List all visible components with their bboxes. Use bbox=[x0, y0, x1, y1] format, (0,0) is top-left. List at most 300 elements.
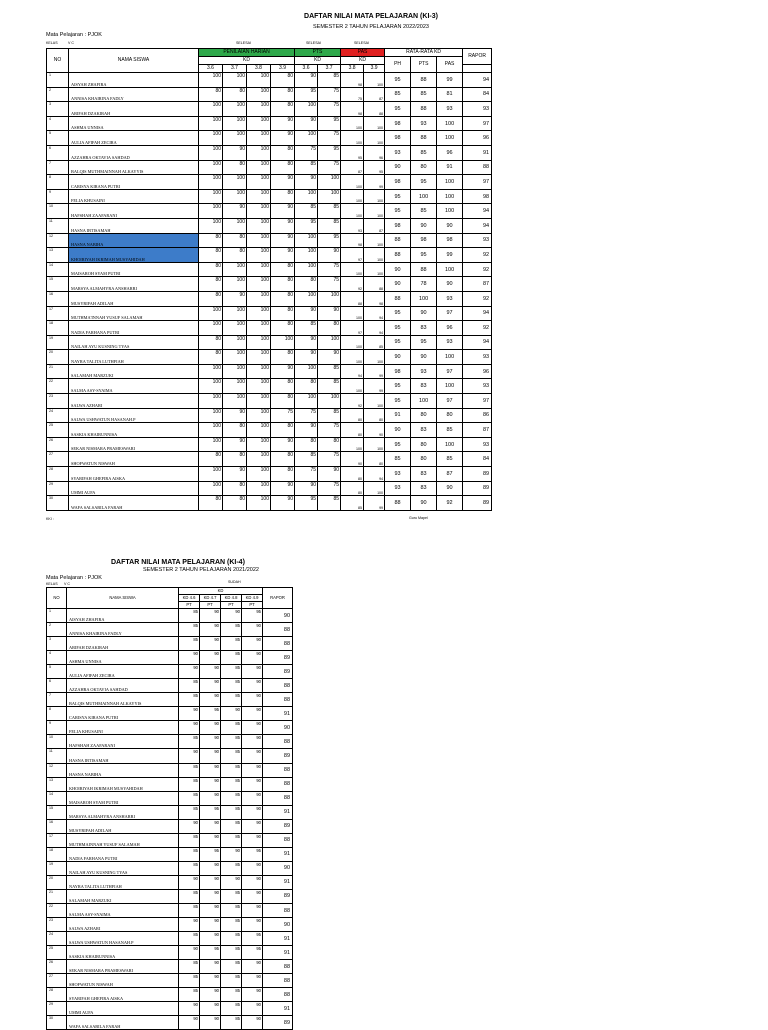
student-name: MUTHMAINNAH YUSUF SALAMAH bbox=[67, 833, 179, 847]
score-ph: 80 bbox=[223, 248, 247, 263]
table-row bbox=[47, 131, 492, 146]
score-ph: 80 bbox=[271, 102, 295, 117]
student-name: BALQIS MUTHMAINNAH ALKAYYIS bbox=[67, 693, 179, 707]
score-average: 95 bbox=[411, 335, 437, 350]
score-kd: 85 bbox=[221, 1016, 242, 1030]
score-kd: 90 bbox=[242, 679, 263, 693]
score-ph: 100 bbox=[247, 291, 271, 306]
score-ph: 100 bbox=[199, 131, 223, 146]
row-number: 22 bbox=[47, 903, 67, 917]
table-row bbox=[47, 707, 293, 721]
table-row bbox=[47, 291, 492, 306]
score-average: 80 bbox=[411, 160, 437, 175]
table-row bbox=[47, 903, 293, 917]
score-pts: 75 bbox=[318, 452, 341, 467]
score-kd: 90 bbox=[200, 819, 221, 833]
score-average: 100 bbox=[437, 131, 463, 146]
score-rapor: 92 bbox=[463, 248, 492, 263]
score-ph: 100 bbox=[223, 262, 247, 277]
score-ph: 100 bbox=[247, 116, 271, 131]
ki4-status: SUDAH bbox=[228, 580, 241, 584]
table-row bbox=[47, 73, 492, 88]
score-ph: 80 bbox=[199, 496, 223, 511]
row-number: 28 bbox=[47, 988, 67, 1002]
score-average: 95 bbox=[385, 437, 411, 452]
score-average: 98 bbox=[385, 364, 411, 379]
score-ph: 100 bbox=[247, 306, 271, 321]
table-row bbox=[47, 248, 492, 263]
score-ph: 100 bbox=[247, 452, 271, 467]
score-pas: 97 bbox=[341, 248, 364, 263]
score-pas: 100 bbox=[364, 233, 385, 248]
row-number: 16 bbox=[47, 819, 67, 833]
score-kd: 85 bbox=[179, 833, 200, 847]
table-row bbox=[47, 791, 293, 805]
score-ph: 100 bbox=[247, 437, 271, 452]
score-pts: 100 bbox=[295, 189, 318, 204]
student-name: KHOIRIYAH IKRIMAH MUSYAHIDAH bbox=[67, 777, 179, 791]
score-ph: 90 bbox=[223, 467, 247, 482]
ki4-header-name: NAMA SISWA bbox=[67, 588, 179, 609]
score-ph: 100 bbox=[247, 423, 271, 438]
score-ph: 90 bbox=[271, 116, 295, 131]
score-ph: 100 bbox=[199, 145, 223, 160]
table-row bbox=[47, 233, 492, 248]
ki4-subject: Mata Pelajaran : PJOK bbox=[46, 575, 102, 581]
table-row bbox=[47, 335, 492, 350]
kd-pas-2: 3.9 bbox=[364, 65, 385, 73]
score-average: 95 bbox=[385, 394, 411, 409]
score-kd: 90 bbox=[242, 721, 263, 735]
student-name: ASHMA UNNISA bbox=[69, 116, 199, 131]
score-rapor: 96 bbox=[463, 131, 492, 146]
score-ph: 80 bbox=[271, 423, 295, 438]
student-name: ARIFAH DZAKIRAH bbox=[67, 637, 179, 651]
score-ph: 100 bbox=[247, 175, 271, 190]
student-name: BALQIS MUTHMAINNAH ALKAYYIS bbox=[69, 160, 199, 175]
score-pts: 75 bbox=[295, 145, 318, 160]
score-average: 80 bbox=[411, 437, 437, 452]
score-rapor: 92 bbox=[463, 321, 492, 336]
score-rapor: 97 bbox=[463, 116, 492, 131]
student-name: NAILAH AYU KUSNING TYAS bbox=[69, 335, 199, 350]
score-rapor: 97 bbox=[463, 175, 492, 190]
score-pas: 99 bbox=[364, 175, 385, 190]
ki4-kd-1: KD 4.6 bbox=[179, 595, 200, 602]
score-average: 85 bbox=[411, 204, 437, 219]
score-kd: 85 bbox=[221, 861, 242, 875]
row-number: 29 bbox=[47, 481, 69, 496]
student-name: FELIA KHUSAINI bbox=[67, 721, 179, 735]
score-pts: 95 bbox=[318, 145, 341, 160]
score-rapor: 89 bbox=[263, 1016, 293, 1030]
score-average: 88 bbox=[385, 233, 411, 248]
score-pas: 95 bbox=[341, 145, 364, 160]
score-average: 93 bbox=[411, 116, 437, 131]
score-pas: 98 bbox=[341, 233, 364, 248]
table-row bbox=[47, 623, 293, 637]
score-kd: 85 bbox=[179, 693, 200, 707]
score-pts: 100 bbox=[295, 262, 318, 277]
score-rapor: 94 bbox=[463, 218, 492, 233]
score-rapor: 94 bbox=[463, 306, 492, 321]
score-average: 100 bbox=[437, 379, 463, 394]
score-rapor: 93 bbox=[463, 437, 492, 452]
score-kd: 90 bbox=[200, 637, 221, 651]
student-name: FELIA KHUSAINI bbox=[69, 189, 199, 204]
score-pts: 95 bbox=[295, 218, 318, 233]
score-pts: 90 bbox=[295, 175, 318, 190]
score-pts: 95 bbox=[295, 87, 318, 102]
score-rapor: 91 bbox=[263, 707, 293, 721]
score-pas: 88 bbox=[364, 102, 385, 117]
student-name: AZZAHRA OKTAVIA SAHDAD bbox=[67, 679, 179, 693]
student-name: SALWA USHWATUN HASANAH.P bbox=[67, 932, 179, 946]
score-rapor: 91 bbox=[263, 847, 293, 861]
score-rapor: 87 bbox=[463, 277, 492, 292]
score-kd: 90 bbox=[179, 875, 200, 889]
score-average: 85 bbox=[411, 145, 437, 160]
student-name: WAFA SALSABILA FARAH bbox=[67, 1016, 179, 1030]
row-number: 19 bbox=[47, 335, 69, 350]
ki4-header-kd: KD bbox=[179, 588, 263, 595]
score-kd: 85 bbox=[179, 637, 200, 651]
row-number: 13 bbox=[47, 248, 69, 263]
score-pas: 85 bbox=[341, 496, 364, 511]
score-pts: 80 bbox=[295, 437, 318, 452]
score-average: 92 bbox=[437, 496, 463, 511]
score-average: 100 bbox=[437, 204, 463, 219]
table-row bbox=[47, 721, 293, 735]
score-pas: 99 bbox=[364, 364, 385, 379]
student-name: NADIA FARHANA PUTRI bbox=[67, 847, 179, 861]
score-ph: 90 bbox=[271, 437, 295, 452]
score-ph: 100 bbox=[199, 394, 223, 409]
row-number: 12 bbox=[47, 763, 67, 777]
score-kd: 95 bbox=[200, 847, 221, 861]
table-row bbox=[47, 87, 492, 102]
score-average: 83 bbox=[411, 379, 437, 394]
score-kd: 90 bbox=[200, 749, 221, 763]
ki3-status-pas: SELESAI bbox=[354, 41, 369, 45]
header-avg-ph: PH bbox=[385, 57, 411, 73]
score-kd: 85 bbox=[221, 637, 242, 651]
student-name: CARISYA KIRANA PUTRI bbox=[69, 175, 199, 190]
score-kd: 85 bbox=[221, 946, 242, 960]
score-pts: 80 bbox=[318, 437, 341, 452]
score-average: 85 bbox=[411, 87, 437, 102]
score-ph: 90 bbox=[271, 131, 295, 146]
score-ph: 80 bbox=[199, 291, 223, 306]
score-average: 100 bbox=[411, 189, 437, 204]
table-row bbox=[47, 960, 293, 974]
score-pas: 100 bbox=[341, 437, 364, 452]
score-pts: 85 bbox=[318, 379, 341, 394]
row-number: 1 bbox=[47, 73, 69, 88]
score-kd: 90 bbox=[221, 609, 242, 623]
header-avg-pas: PAS bbox=[437, 57, 463, 73]
ki4-header-no: NO bbox=[47, 588, 67, 609]
row-number: 20 bbox=[47, 875, 67, 889]
score-kd: 90 bbox=[242, 988, 263, 1002]
score-average: 100 bbox=[437, 262, 463, 277]
row-number: 27 bbox=[47, 452, 69, 467]
ki4-kelas-value: V C bbox=[64, 582, 70, 586]
score-kd: 90 bbox=[200, 609, 221, 623]
score-pas: 87 bbox=[364, 218, 385, 233]
score-ph: 100 bbox=[247, 262, 271, 277]
score-pas: 100 bbox=[364, 189, 385, 204]
score-ph: 80 bbox=[199, 248, 223, 263]
score-pas: 100 bbox=[341, 350, 364, 365]
table-row bbox=[47, 693, 293, 707]
score-pts: 90 bbox=[295, 306, 318, 321]
score-ph: 80 bbox=[199, 262, 223, 277]
score-ph: 100 bbox=[223, 379, 247, 394]
student-name: HAFSHAH ZAAFARANI bbox=[67, 735, 179, 749]
score-pas: 100 bbox=[341, 175, 364, 190]
score-kd: 85 bbox=[221, 623, 242, 637]
row-number: 17 bbox=[47, 833, 67, 847]
student-name: AISYAH ZHAFIRA bbox=[67, 609, 179, 623]
score-ph: 100 bbox=[247, 379, 271, 394]
student-name: ASHMA UNNISA bbox=[67, 651, 179, 665]
score-kd: 85 bbox=[179, 623, 200, 637]
score-pts: 75 bbox=[318, 131, 341, 146]
score-rapor: 96 bbox=[463, 364, 492, 379]
score-kd: 90 bbox=[200, 988, 221, 1002]
table-row bbox=[47, 749, 293, 763]
score-pas: 80 bbox=[364, 452, 385, 467]
score-kd: 85 bbox=[221, 763, 242, 777]
score-ph: 100 bbox=[223, 116, 247, 131]
score-kd: 90 bbox=[200, 679, 221, 693]
table-row bbox=[47, 861, 293, 875]
score-pas: 100 bbox=[341, 306, 364, 321]
score-pas: 100 bbox=[341, 131, 364, 146]
score-average: 90 bbox=[385, 423, 411, 438]
score-ph: 100 bbox=[247, 87, 271, 102]
row-number: 29 bbox=[47, 1002, 67, 1016]
score-ph: 100 bbox=[247, 467, 271, 482]
score-kd: 85 bbox=[179, 903, 200, 917]
student-name: UMMI AUFA bbox=[69, 481, 199, 496]
score-kd: 90 bbox=[200, 777, 221, 791]
score-average: 97 bbox=[437, 306, 463, 321]
score-kd: 85 bbox=[179, 974, 200, 988]
table-row bbox=[47, 974, 293, 988]
score-pts: 80 bbox=[318, 321, 341, 336]
table-row bbox=[47, 833, 293, 847]
score-average: 98 bbox=[411, 233, 437, 248]
table-row bbox=[47, 763, 293, 777]
table-row bbox=[47, 408, 492, 423]
header-kd-ph: KD bbox=[199, 57, 295, 65]
score-kd: 85 bbox=[221, 988, 242, 1002]
score-ph: 80 bbox=[271, 262, 295, 277]
score-rapor: 88 bbox=[263, 833, 293, 847]
score-ph: 100 bbox=[199, 437, 223, 452]
score-pas: 100 bbox=[364, 131, 385, 146]
score-rapor: 89 bbox=[463, 467, 492, 482]
score-kd: 90 bbox=[221, 707, 242, 721]
score-pas: 99 bbox=[364, 496, 385, 511]
score-average: 90 bbox=[385, 350, 411, 365]
header-avg-pts: PTS bbox=[411, 57, 437, 73]
score-pts: 100 bbox=[295, 364, 318, 379]
score-kd: 90 bbox=[200, 791, 221, 805]
student-name: NAYRA TALITA LUTHFIAH bbox=[69, 350, 199, 365]
score-rapor: 89 bbox=[263, 665, 293, 679]
score-rapor: 86 bbox=[463, 408, 492, 423]
header-name: NAMA SISWA bbox=[69, 49, 199, 73]
row-number: 3 bbox=[47, 102, 69, 117]
score-pas: 100 bbox=[341, 204, 364, 219]
score-ph: 100 bbox=[223, 218, 247, 233]
score-kd: 85 bbox=[179, 932, 200, 946]
header-no: NO bbox=[47, 49, 69, 73]
score-kd: 90 bbox=[200, 932, 221, 946]
row-number: 4 bbox=[47, 116, 69, 131]
score-ph: 100 bbox=[271, 335, 295, 350]
score-ph: 100 bbox=[199, 481, 223, 496]
score-kd: 95 bbox=[242, 932, 263, 946]
score-kd: 85 bbox=[221, 721, 242, 735]
score-ph: 100 bbox=[247, 335, 271, 350]
score-ph: 100 bbox=[247, 218, 271, 233]
score-pts: 85 bbox=[318, 364, 341, 379]
score-ph: 100 bbox=[223, 350, 247, 365]
header-rata: RATA-RATA KD bbox=[385, 49, 463, 57]
score-average: 98 bbox=[437, 233, 463, 248]
score-average: 90 bbox=[437, 277, 463, 292]
score-pas: 90 bbox=[364, 423, 385, 438]
score-pts: 85 bbox=[295, 204, 318, 219]
score-rapor: 87 bbox=[463, 423, 492, 438]
score-ph: 100 bbox=[199, 364, 223, 379]
score-average: 93 bbox=[437, 335, 463, 350]
table-row bbox=[47, 364, 492, 379]
score-average: 100 bbox=[437, 350, 463, 365]
score-rapor: 94 bbox=[463, 204, 492, 219]
score-kd: 95 bbox=[200, 946, 221, 960]
score-kd: 85 bbox=[179, 847, 200, 861]
ki3-kelas-value: V C bbox=[68, 41, 74, 45]
score-pas: 100 bbox=[341, 335, 364, 350]
score-ph: 90 bbox=[271, 218, 295, 233]
score-rapor: 94 bbox=[463, 335, 492, 350]
score-ph: 80 bbox=[223, 452, 247, 467]
header-ph: PENILAIAN HARIAN bbox=[199, 49, 295, 57]
student-name: CARISYA KIRANA PUTRI bbox=[67, 707, 179, 721]
score-ph: 100 bbox=[247, 189, 271, 204]
score-kd: 90 bbox=[200, 903, 221, 917]
table-row bbox=[47, 875, 293, 889]
score-pas: 95 bbox=[364, 160, 385, 175]
score-kd: 85 bbox=[179, 735, 200, 749]
score-average: 90 bbox=[411, 306, 437, 321]
score-ph: 80 bbox=[199, 350, 223, 365]
score-kd: 85 bbox=[179, 763, 200, 777]
score-average: 90 bbox=[385, 277, 411, 292]
table-row bbox=[47, 102, 492, 117]
score-kd: 90 bbox=[200, 1016, 221, 1030]
kd-ph-4: 3.9 bbox=[271, 65, 295, 73]
score-ph: 90 bbox=[223, 291, 247, 306]
score-pas: 80 bbox=[341, 467, 364, 482]
score-ph: 100 bbox=[199, 204, 223, 219]
score-pts: 75 bbox=[318, 423, 341, 438]
score-kd: 85 bbox=[221, 974, 242, 988]
score-ph: 80 bbox=[271, 87, 295, 102]
score-rapor: 90 bbox=[263, 609, 293, 623]
score-ph: 100 bbox=[223, 102, 247, 117]
score-pts: 85 bbox=[318, 218, 341, 233]
score-ph: 100 bbox=[247, 131, 271, 146]
score-rapor: 98 bbox=[463, 189, 492, 204]
score-kd: 85 bbox=[221, 777, 242, 791]
score-kd: 85 bbox=[179, 861, 200, 875]
score-ph: 90 bbox=[271, 364, 295, 379]
student-name: SALAMAH MARZUKI bbox=[67, 889, 179, 903]
score-ph: 90 bbox=[223, 204, 247, 219]
score-pts: 100 bbox=[318, 189, 341, 204]
score-pts: 100 bbox=[295, 394, 318, 409]
score-pas: 100 bbox=[341, 379, 364, 394]
score-ph: 80 bbox=[271, 145, 295, 160]
score-ph: 100 bbox=[223, 335, 247, 350]
score-ph: 75 bbox=[271, 408, 295, 423]
score-average: 95 bbox=[385, 204, 411, 219]
table-row bbox=[47, 277, 492, 292]
score-pas: 85 bbox=[364, 335, 385, 350]
score-pts: 80 bbox=[295, 277, 318, 292]
score-pas: 100 bbox=[364, 262, 385, 277]
score-ph: 90 bbox=[271, 248, 295, 263]
ki3-semester: SEMESTER 2 TAHUN PELAJARAN 2022/2023 bbox=[313, 24, 429, 30]
score-pts: 75 bbox=[318, 481, 341, 496]
table-row bbox=[47, 819, 293, 833]
table-row bbox=[47, 379, 492, 394]
score-average: 85 bbox=[437, 423, 463, 438]
score-pts: 90 bbox=[295, 116, 318, 131]
row-number: 25 bbox=[47, 423, 69, 438]
score-rapor: 93 bbox=[463, 233, 492, 248]
row-number: 30 bbox=[47, 1016, 67, 1030]
score-pts: 100 bbox=[318, 394, 341, 409]
student-name: AZZAHRA OKTAVIA SAHDAD bbox=[69, 145, 199, 160]
score-kd: 85 bbox=[221, 693, 242, 707]
kd-ph-3: 3.8 bbox=[247, 65, 271, 73]
score-kd: 85 bbox=[179, 609, 200, 623]
score-pts: 85 bbox=[295, 321, 318, 336]
table-row bbox=[47, 262, 492, 277]
score-kd: 90 bbox=[242, 763, 263, 777]
row-number: 2 bbox=[47, 87, 69, 102]
score-average: 85 bbox=[385, 87, 411, 102]
score-ph: 100 bbox=[247, 364, 271, 379]
ki4-title: DAFTAR NILAI MATA PELAJARAN (KI-4) bbox=[111, 559, 245, 566]
score-ph: 100 bbox=[199, 306, 223, 321]
score-ph: 100 bbox=[223, 364, 247, 379]
score-kd: 90 bbox=[242, 693, 263, 707]
score-average: 93 bbox=[385, 145, 411, 160]
score-ph: 80 bbox=[223, 160, 247, 175]
score-rapor: 91 bbox=[263, 946, 293, 960]
score-pas: 88 bbox=[341, 291, 364, 306]
row-number: 5 bbox=[47, 665, 67, 679]
score-pts: 100 bbox=[295, 248, 318, 263]
